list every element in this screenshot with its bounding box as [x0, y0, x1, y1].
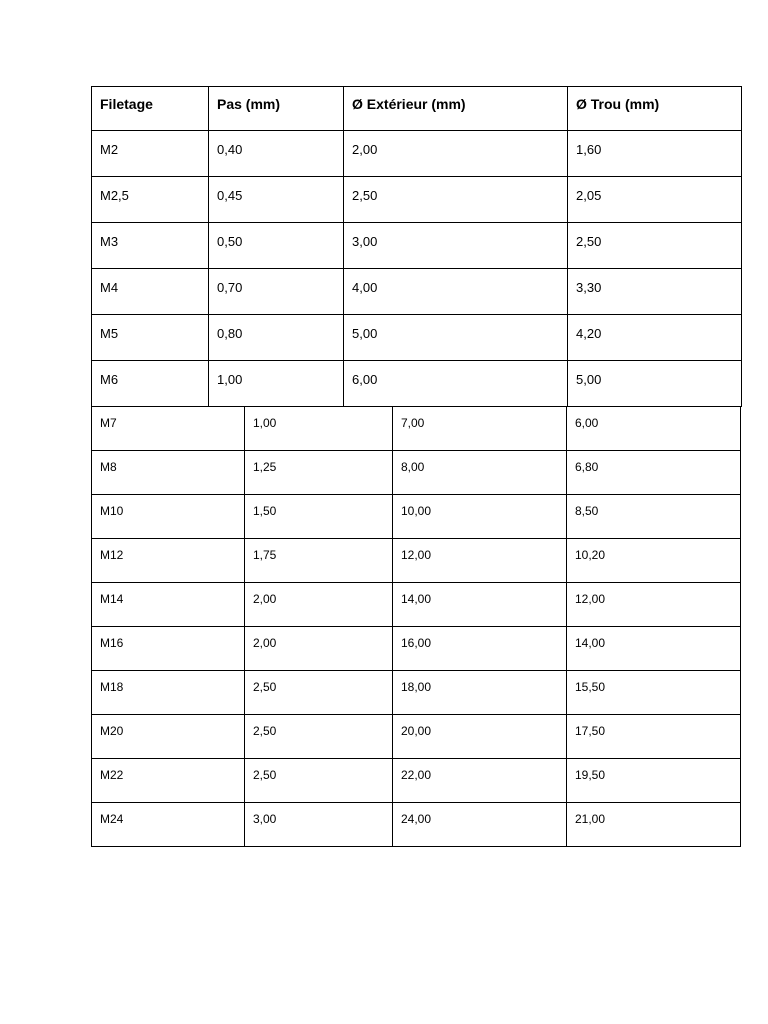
- cell-trou: 3,30: [568, 269, 742, 315]
- cell-filetage: M12: [92, 539, 245, 583]
- cell-pas: 0,40: [209, 131, 344, 177]
- cell-trou: 6,00: [567, 407, 741, 451]
- table-row: [92, 759, 741, 803]
- cell-exterieur: 7,00: [393, 407, 567, 451]
- cell-exterieur: 12,00: [393, 539, 567, 583]
- header-exterieur: Ø Extérieur (mm): [344, 87, 568, 131]
- cell-filetage: M10: [92, 495, 245, 539]
- cell-filetage: M5: [92, 315, 209, 361]
- cell-trou: 19,50: [567, 759, 741, 803]
- cell-filetage: M20: [92, 715, 245, 759]
- header-pas: Pas (mm): [209, 87, 344, 131]
- cell-filetage: M6: [92, 361, 209, 407]
- cell-pas: 0,80: [209, 315, 344, 361]
- cell-exterieur: 22,00: [393, 759, 567, 803]
- cell-pas: 2,50: [245, 715, 393, 759]
- cell-filetage: M8: [92, 451, 245, 495]
- cell-filetage: M2,5: [92, 177, 209, 223]
- cell-trou: 4,20: [568, 315, 742, 361]
- cell-exterieur: 24,00: [393, 803, 567, 847]
- table-row: [92, 223, 742, 269]
- cell-trou: 15,50: [567, 671, 741, 715]
- table-row: [92, 627, 741, 671]
- cell-exterieur: 14,00: [393, 583, 567, 627]
- cell-exterieur: 4,00: [344, 269, 568, 315]
- table-header-row: [92, 87, 742, 131]
- cell-filetage: M3: [92, 223, 209, 269]
- cell-trou: 21,00: [567, 803, 741, 847]
- table-row: [92, 539, 741, 583]
- cell-exterieur: 10,00: [393, 495, 567, 539]
- table-row: [92, 315, 742, 361]
- cell-pas: 2,50: [245, 759, 393, 803]
- cell-trou: 6,80: [567, 451, 741, 495]
- cell-trou: 10,20: [567, 539, 741, 583]
- table-row: [92, 715, 741, 759]
- table-row: [92, 451, 741, 495]
- cell-trou: 12,00: [567, 583, 741, 627]
- cell-exterieur: 5,00: [344, 315, 568, 361]
- table-row: [92, 269, 742, 315]
- table-row: [92, 803, 741, 847]
- thread-table-bottom: [91, 406, 741, 847]
- cell-filetage: M18: [92, 671, 245, 715]
- cell-exterieur: 16,00: [393, 627, 567, 671]
- cell-pas: 0,45: [209, 177, 344, 223]
- table-row: [92, 361, 742, 407]
- cell-filetage: M22: [92, 759, 245, 803]
- cell-pas: 2,00: [245, 583, 393, 627]
- cell-filetage: M2: [92, 131, 209, 177]
- cell-pas: 1,00: [245, 407, 393, 451]
- cell-trou: 8,50: [567, 495, 741, 539]
- thread-table-top: [91, 86, 742, 407]
- table-row: [92, 671, 741, 715]
- cell-filetage: M16: [92, 627, 245, 671]
- table-row: [92, 177, 742, 223]
- cell-pas: 3,00: [245, 803, 393, 847]
- cell-trou: 14,00: [567, 627, 741, 671]
- cell-pas: 0,50: [209, 223, 344, 269]
- cell-trou: 1,60: [568, 131, 742, 177]
- cell-pas: 1,25: [245, 451, 393, 495]
- cell-exterieur: 2,50: [344, 177, 568, 223]
- cell-filetage: M14: [92, 583, 245, 627]
- table-row: [92, 407, 741, 451]
- cell-exterieur: 18,00: [393, 671, 567, 715]
- header-trou: Ø Trou (mm): [568, 87, 742, 131]
- cell-pas: 0,70: [209, 269, 344, 315]
- cell-trou: 2,50: [568, 223, 742, 269]
- cell-pas: 1,00: [209, 361, 344, 407]
- table-row: [92, 583, 741, 627]
- cell-exterieur: 2,00: [344, 131, 568, 177]
- cell-pas: 2,50: [245, 671, 393, 715]
- cell-trou: 17,50: [567, 715, 741, 759]
- table-row: [92, 495, 741, 539]
- cell-pas: 2,00: [245, 627, 393, 671]
- cell-pas: 1,75: [245, 539, 393, 583]
- cell-filetage: M24: [92, 803, 245, 847]
- cell-exterieur: 6,00: [344, 361, 568, 407]
- cell-trou: 2,05: [568, 177, 742, 223]
- cell-filetage: M7: [92, 407, 245, 451]
- cell-exterieur: 8,00: [393, 451, 567, 495]
- cell-pas: 1,50: [245, 495, 393, 539]
- cell-exterieur: 20,00: [393, 715, 567, 759]
- cell-filetage: M4: [92, 269, 209, 315]
- header-filetage: Filetage: [92, 87, 209, 131]
- cell-trou: 5,00: [568, 361, 742, 407]
- table-row: [92, 131, 742, 177]
- cell-exterieur: 3,00: [344, 223, 568, 269]
